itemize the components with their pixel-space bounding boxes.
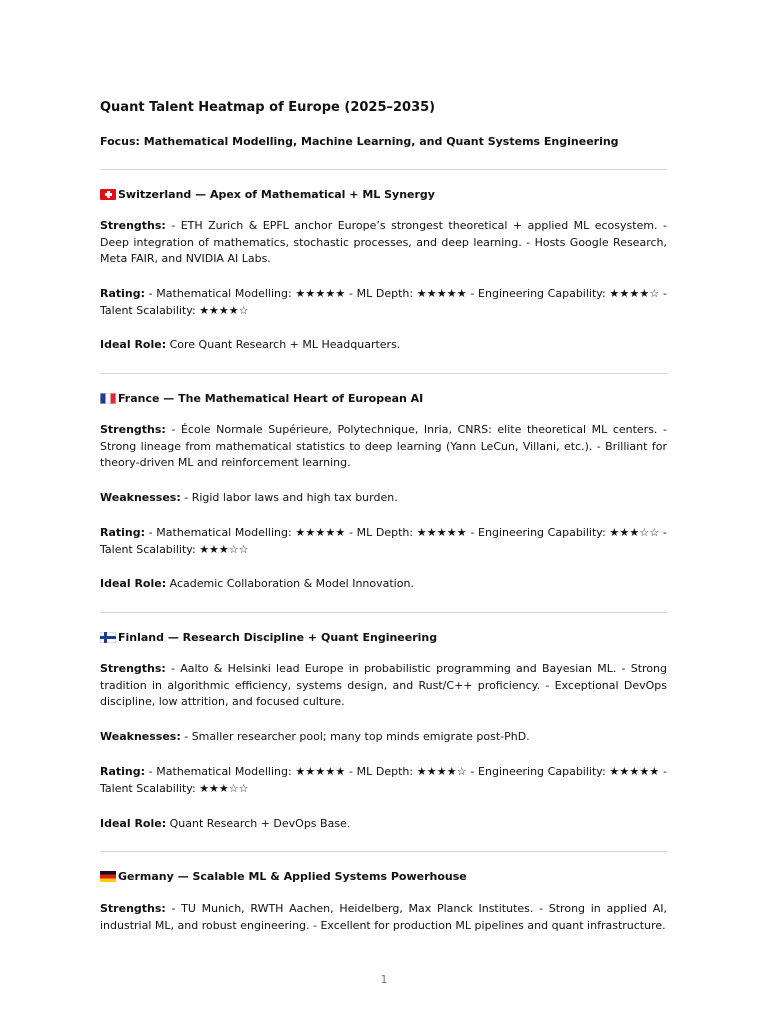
strengths-text: - Aalto & Helsinki lead Europe in probabilistic programming and Bayesian ML. - Strong tradition in algorithmic efficiency, systems design, and Rust/C++ proficiency. - Exceptional DevOps discipline, low attrition, and focused culture. (100, 662, 667, 708)
ideal-role-text: Quant Research + DevOps Base. (166, 817, 351, 830)
ideal-role-paragraph (100, 576, 667, 593)
ideal-role-label: Ideal Role: (100, 817, 167, 830)
swiss-flag-icon (100, 189, 116, 200)
rating-text: - Mathematical Modelling: ★★★★★ - ML Depth: ★★★★★ - Engineering Capability: ★★★★☆ - Talent Scalability: ★★★★☆ (100, 287, 667, 317)
rating-label: Rating: (100, 526, 146, 539)
section-heading-text: Germany — Scalable ML & Applied Systems Powerhouse (118, 870, 467, 883)
divider (100, 373, 667, 374)
ideal-role-text: Academic Collaboration & Model Innovation. (166, 577, 414, 590)
section-heading-switzerland (100, 188, 435, 201)
section-heading-france (100, 392, 423, 405)
section-heading-finland (100, 631, 437, 644)
rating-paragraph (100, 286, 667, 319)
divider (100, 169, 667, 170)
section-heading-germany (100, 870, 467, 883)
rating-label: Rating: (100, 287, 146, 300)
section-heading-text: Finland — Research Discipline + Quant Engineering (118, 631, 438, 644)
french-flag-icon (100, 393, 116, 404)
strengths-text: - ETH Zurich & EPFL anchor Europe’s strongest theoretical + applied ML ecosystem. - Deep integration of mathematics, stochastic processes, and deep learning. - Hosts Google Research, Meta FAIR, and NVIDIA AI Labs. (100, 219, 667, 265)
ideal-role-text: Core Quant Research + ML Headquarters. (166, 338, 401, 351)
finnish-flag-icon (100, 632, 116, 643)
strengths-label: Strengths: (100, 219, 166, 232)
weaknesses-text: - Rigid labor laws and high tax burden. (180, 491, 398, 504)
weaknesses-label: Weaknesses: (100, 730, 181, 743)
strengths-label: Strengths: (100, 902, 166, 915)
rating-label: Rating: (100, 765, 146, 778)
rating-paragraph (100, 525, 667, 558)
page-number: 1 (380, 973, 388, 986)
document-subtitle: Focus: Mathematical Modelling, Machine Learning, and Quant Systems Engineering (100, 135, 619, 148)
strengths-paragraph (100, 218, 667, 268)
divider (100, 612, 667, 613)
strengths-paragraph (100, 661, 667, 711)
strengths-paragraph (100, 901, 667, 934)
rating-text: - Mathematical Modelling: ★★★★★ - ML Depth: ★★★★☆ - Engineering Capability: ★★★★★ - Talent Scalability: ★★★☆☆ (100, 765, 667, 795)
ideal-role-label: Ideal Role: (100, 338, 167, 351)
document-title: Quant Talent Heatmap of Europe (2025–2035) (100, 100, 436, 115)
section-heading-text: Switzerland — Apex of Mathematical + ML Synergy (118, 188, 435, 201)
strengths-paragraph (100, 422, 667, 472)
german-flag-icon (100, 871, 116, 882)
ideal-role-label: Ideal Role: (100, 577, 167, 590)
rating-text: - Mathematical Modelling: ★★★★★ - ML Depth: ★★★★★ - Engineering Capability: ★★★☆☆ - Talent Scalability: ★★★☆☆ (100, 526, 667, 556)
rating-paragraph (100, 764, 667, 797)
ideal-role-paragraph (100, 816, 667, 833)
strengths-label: Strengths: (100, 662, 166, 675)
weaknesses-paragraph (100, 490, 667, 507)
strengths-label: Strengths: (100, 423, 166, 436)
strengths-text: - TU Munich, RWTH Aachen, Heidelberg, Max Planck Institutes. - Strong in applied AI, industrial ML, and robust engineering. - Excellent for production ML pipelines and quant infrastructure. (100, 902, 667, 932)
weaknesses-label: Weaknesses: (100, 491, 181, 504)
weaknesses-paragraph (100, 729, 667, 746)
section-heading-text: France — The Mathematical Heart of European AI (118, 392, 424, 405)
ideal-role-paragraph (100, 337, 667, 354)
weaknesses-text: - Smaller researcher pool; many top minds emigrate post-PhD. (180, 730, 530, 743)
strengths-text: - École Normale Supérieure, Polytechnique, Inria, CNRS: elite theoretical ML centers. - Strong lineage from mathematical statistics to deep learning (Yann LeCun, Villani, etc.). - Brilliant for theory-driven ML and reinforcement learning. (100, 423, 667, 469)
divider (100, 851, 667, 852)
